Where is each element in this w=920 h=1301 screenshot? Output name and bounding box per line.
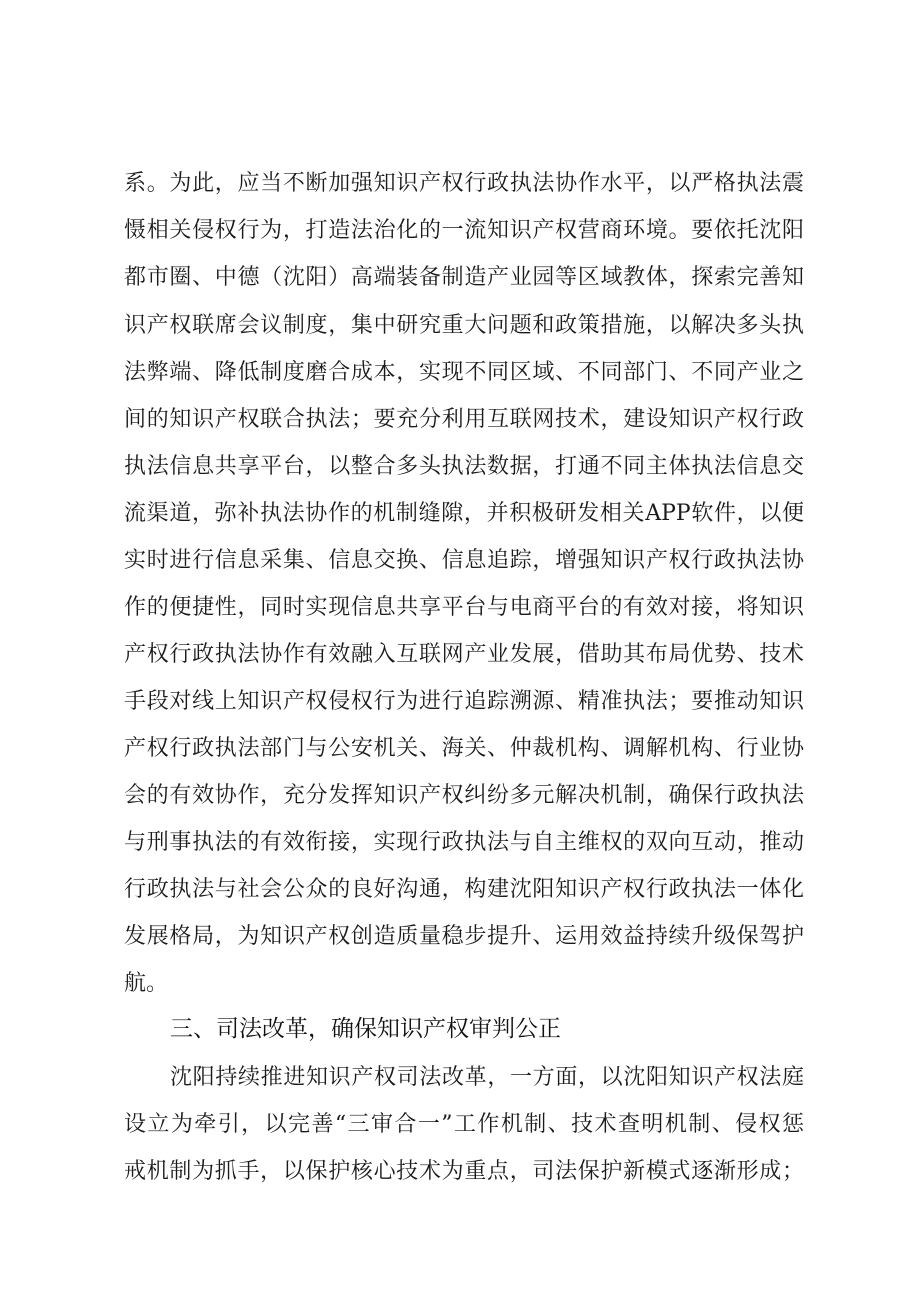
- paragraph-line: 手段对线上知识产权侵权行为进行追踪溯源、精准执法；要推动知识: [124, 689, 804, 714]
- paragraph-line: 流渠道，弥补执法协作的机制缝隙，并积极研发相关APP软件，以便: [124, 501, 804, 526]
- paragraph-line: 航。: [124, 971, 169, 996]
- paragraph-line: 执法信息共享平台，以整合多头执法数据，打通不同主体执法信息交: [124, 454, 804, 479]
- paragraph-line: 行政执法与社会公众的良好沟通，构建沈阳知识产权行政执法一体化: [124, 877, 804, 902]
- paragraph-line: 产权行政执法部门与公安机关、海关、仲裁机构、调解机构、行业协: [124, 736, 804, 761]
- paragraph-line: 产权行政执法协作有效融入互联网产业发展，借助其布局优势、技术: [124, 642, 804, 667]
- paragraph-line: 设立为牵引，以完善“三审合一”工作机制、技术查明机制、侵权惩: [124, 1112, 804, 1137]
- paragraph-line: 间的知识产权联合执法；要充分利用互联网技术，建设知识产权行政: [124, 407, 804, 432]
- paragraph-line: 实时进行信息采集、信息交换、信息追踪，增强知识产权行政执法协: [124, 548, 804, 573]
- paragraph-line: 识产权联席会议制度，集中研究重大问题和政策措施，以解决多头执: [124, 313, 804, 338]
- paragraph-line: 戒机制为抓手，以保护核心技术为重点，司法保护新模式逐渐形成；: [124, 1159, 804, 1184]
- paragraph-line: 都市圈、中德（沈阳）高端装备制造产业园等区域教体，探索完善知: [124, 265, 804, 290]
- paragraph-line: 作的便捷性，同时实现信息共享平台与电商平台的有效对接，将知识: [124, 595, 804, 620]
- paragraph-line: 与刑事执法的有效衔接，实现行政执法与自主维权的双向互动，推动: [124, 830, 804, 855]
- paragraph-line: 会的有效协作，充分发挥知识产权纠纷多元解决机制，确保行政执法: [124, 783, 804, 808]
- paragraph-line: 系。为此，应当不断加强知识产权行政执法协作水平，以严格执法震: [124, 171, 804, 196]
- paragraph-line: 法弊端、降低制度磨合成本，实现不同区域、不同部门、不同产业之: [124, 360, 804, 385]
- paragraph-line: 慑相关侵权行为，打造法治化的一流知识产权营商环境。要依托沈阳: [124, 218, 804, 243]
- paragraph-line: 发展格局，为知识产权创造质量稳步提升、运用效益持续升级保驾护: [124, 924, 804, 949]
- paragraph-line: 沈阳持续推进知识产权司法改革，一方面，以沈阳知识产权法庭: [170, 1065, 804, 1090]
- section-heading: 三、司法改革，确保知识产权审判公正: [170, 1016, 561, 1042]
